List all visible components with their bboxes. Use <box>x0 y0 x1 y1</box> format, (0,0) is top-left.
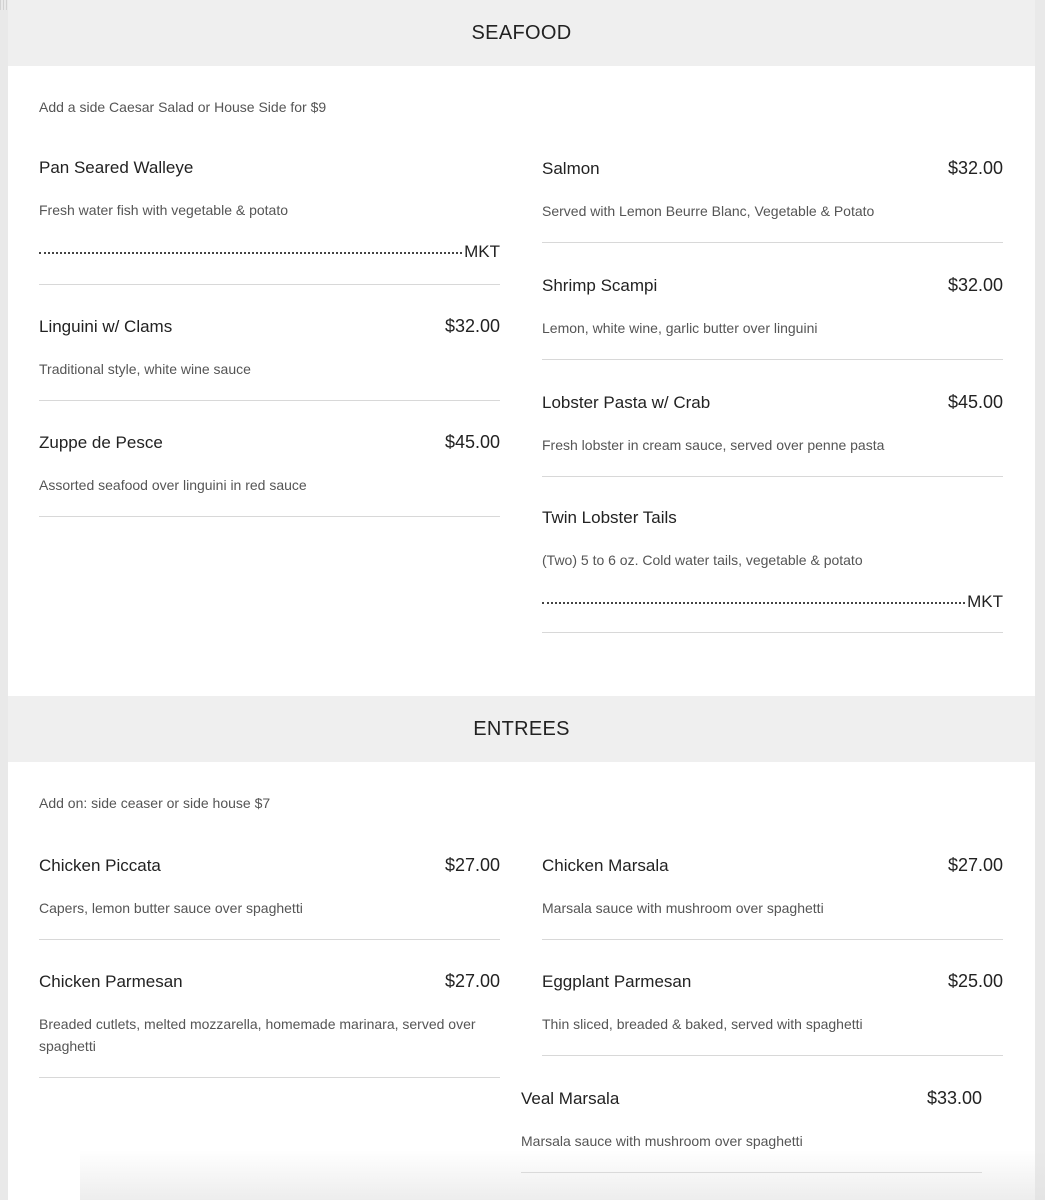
divider <box>542 1055 1003 1056</box>
item-price: $27.00 <box>947 855 1003 875</box>
item-name: Twin Lobster Tails <box>542 508 677 527</box>
item-name: Eggplant Parmesan <box>542 972 692 991</box>
divider <box>39 400 500 401</box>
item-price: $45.00 <box>947 392 1003 412</box>
divider <box>39 1077 500 1078</box>
item-desc: (Two) 5 to 6 oz. Cold water tails, vegetable & potato <box>542 552 863 568</box>
divider <box>542 939 1003 940</box>
item-price: $32.00 <box>947 158 1003 178</box>
menu-item <box>39 855 500 919</box>
entrees-note: Add on: side ceaser or side house $7 <box>39 795 271 811</box>
divider <box>39 939 500 940</box>
item-price: $33.00 <box>926 1088 982 1108</box>
divider <box>542 242 1003 243</box>
divider <box>542 359 1003 360</box>
item-desc: Marsala sauce with mushroom over spaghetti <box>542 900 824 916</box>
menu-item <box>542 392 1003 456</box>
item-price: $32.00 <box>947 275 1003 295</box>
bottom-shadow <box>80 1150 1045 1200</box>
menu-item <box>39 158 500 262</box>
section-header-seafood: SEAFOOD <box>8 0 1035 66</box>
menu-item <box>542 855 1003 919</box>
item-name: Chicken Marsala <box>542 856 669 875</box>
divider <box>39 284 500 285</box>
item-name: Chicken Parmesan <box>39 972 183 991</box>
divider <box>542 476 1003 477</box>
item-desc: Fresh lobster in cream sauce, served over penne pasta <box>542 437 885 453</box>
menu-item <box>542 971 1003 1035</box>
item-name: Linguini w/ Clams <box>39 317 173 336</box>
item-name: Zuppe de Pesce <box>39 433 163 452</box>
item-price: $27.00 <box>444 855 500 875</box>
price-leader <box>542 592 1003 612</box>
item-name: Veal Marsala <box>521 1089 620 1108</box>
menu-page <box>8 0 1035 1200</box>
item-name: Chicken Piccata <box>39 856 161 875</box>
item-desc: Capers, lemon butter sauce over spaghetti <box>39 900 303 916</box>
item-price: $45.00 <box>444 432 500 452</box>
item-name: Pan Seared Walleye <box>39 158 194 177</box>
item-price: MKT <box>967 592 1003 611</box>
menu-item <box>39 316 500 380</box>
item-desc: Breaded cutlets, melted mozzarella, homemade marinara, served over spaghetti <box>39 1016 476 1054</box>
item-desc: Assorted seafood over linguini in red sauce <box>39 477 307 493</box>
item-price: $32.00 <box>444 316 500 336</box>
item-desc: Served with Lemon Beurre Blanc, Vegetable & Potato <box>542 203 875 219</box>
item-name: Lobster Pasta w/ Crab <box>542 393 711 412</box>
item-desc: Marsala sauce with mushroom over spaghetti <box>521 1133 803 1149</box>
item-desc: Traditional style, white wine sauce <box>39 361 251 377</box>
divider <box>39 516 500 517</box>
section-header-entrees: ENTREES <box>8 696 1035 762</box>
item-desc: Fresh water fish with vegetable & potato <box>39 202 289 218</box>
item-desc: Thin sliced, breaded & baked, served with spaghetti <box>542 1016 863 1032</box>
price-leader <box>39 242 500 262</box>
menu-item <box>542 158 1003 222</box>
item-name: Shrimp Scampi <box>542 276 658 295</box>
menu-item <box>39 971 500 1057</box>
item-price: $27.00 <box>444 971 500 991</box>
item-price: $25.00 <box>947 971 1003 991</box>
seafood-note: Add a side Caesar Salad or House Side for $9 <box>39 99 327 115</box>
menu-item <box>542 508 1003 612</box>
item-desc: Lemon, white wine, garlic butter over linguini <box>542 320 818 336</box>
item-name: Salmon <box>542 159 600 178</box>
menu-item <box>521 1088 982 1152</box>
item-price: MKT <box>464 242 500 261</box>
menu-item <box>39 432 500 496</box>
menu-item <box>542 275 1003 339</box>
divider <box>542 632 1003 633</box>
